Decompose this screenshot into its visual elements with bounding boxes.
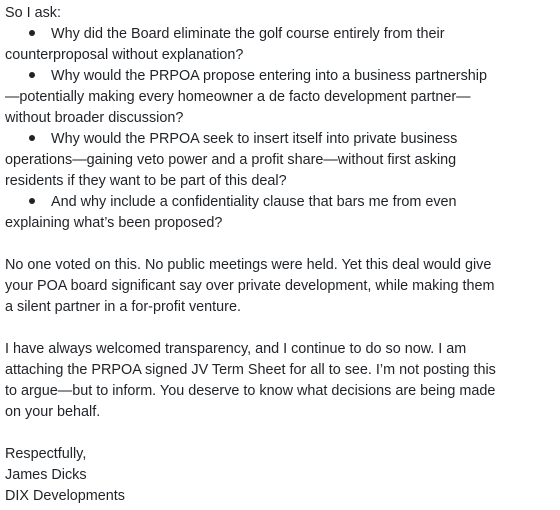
paragraph [5,339,557,423]
question-item [5,129,557,192]
paragraph-line: I have always welcomed transparency, and I continue to do so now. I am [5,341,467,357]
paragraph-line: on your behalf. [5,404,101,420]
paragraph-line: No one voted on this. No public meetings were held. Yet this deal would give [5,257,492,273]
question-text: explaining what’s been proposed? [5,215,223,231]
spacer [5,318,557,339]
signature-company: DIX Developments [5,488,125,504]
question-text: without broader discussion? [5,110,184,126]
paragraph [5,255,557,318]
question-text: Why did the Board eliminate the golf course entirely from their [51,26,445,42]
intro-text: So I ask: [5,5,61,21]
signature-closing: Respectfully, [5,446,87,462]
spacer [5,423,557,444]
paragraph-line: attaching the PRPOA signed JV Term Sheet for all to see. I’m not posting this [5,362,496,378]
bullet-icon [5,66,51,87]
question-item [5,66,557,129]
question-text: operations—gaining veto power and a profit share—without first asking [5,152,457,168]
question-text: Why would the PRPOA seek to insert itself into private business [51,131,458,147]
signature-block [5,444,557,507]
spacer [5,234,557,255]
question-text: —potentially making every homeowner a de facto development partner— [5,89,471,105]
question-item [5,192,557,234]
question-text: Why would the PRPOA propose entering into a business partnership [51,68,487,84]
bullet-icon [5,24,51,45]
bullet-icon [5,129,51,150]
signature-name: James Dicks [5,467,87,483]
paragraph-line: to argue—but to inform. You deserve to know what decisions are being made [5,383,496,399]
paragraph-line: a silent partner in a for-profit venture. [5,299,241,315]
question-text: residents if they want to be part of this deal? [5,173,287,189]
question-item [5,24,557,66]
bullet-icon [5,192,51,213]
question-text: counterproposal without explanation? [5,47,244,63]
question-text: And why include a confidentiality clause that bars me from even [51,194,457,210]
paragraph-line: your POA board significant say over private development, while making them [5,278,495,294]
